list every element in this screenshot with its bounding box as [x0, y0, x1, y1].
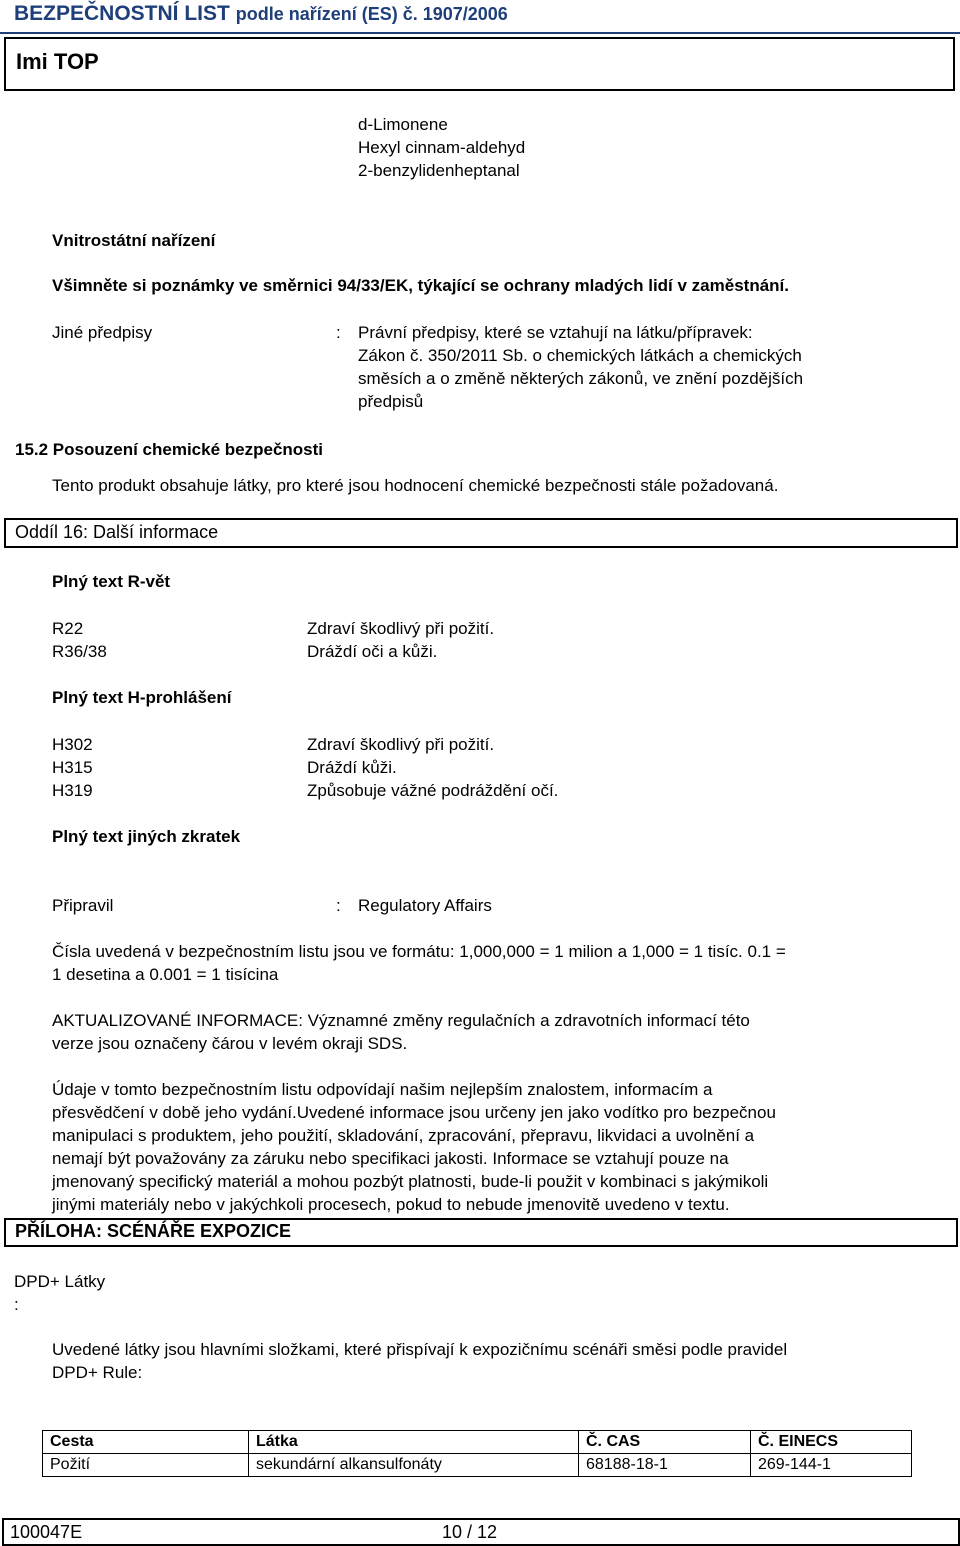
h-statement-texts [307, 733, 558, 802]
other-regulations-line: předpisů [358, 392, 424, 411]
table-header-row [43, 1431, 912, 1454]
national-regulations-heading: Vnitrostátní nařízení [52, 231, 216, 250]
table-cell: Požití [43, 1454, 249, 1477]
r-phrase-texts [307, 617, 494, 663]
page-footer [2, 1518, 960, 1546]
section-16-header [4, 518, 958, 548]
table-cell: 269-144-1 [751, 1454, 912, 1477]
document-title-main: BEZPEČNOSTNÍ LIST [14, 2, 230, 25]
update-note-line: AKTUALIZOVANÉ INFORMACE: Významné změny regulačních a zdravotních informací této [52, 1011, 750, 1030]
dpd-colon: : [14, 1295, 19, 1314]
h-statement-code: H315 [52, 758, 93, 777]
disclaimer-line: nemají být považovány za záruku nebo specifikaci jakosti. Informace se vztahují pouze na [52, 1149, 729, 1168]
table-header-cell: Látka [249, 1431, 579, 1454]
substance-list [358, 113, 525, 182]
table-header-cell: Č. EINECS [751, 1431, 912, 1454]
document-title [14, 2, 508, 26]
disclaimer-line: manipulaci s produktem, jeho použití, skladování, zpracování, přepravu, likvidaci a uvolnění a [52, 1126, 755, 1145]
annex-intro [52, 1338, 932, 1384]
annex-header [4, 1218, 958, 1247]
exposure-table [42, 1430, 912, 1477]
h-statement-code: H319 [52, 781, 93, 800]
document-title-regulation: podle nařízení (ES) č. 1907/2006 [235, 4, 508, 24]
table-header-cell: Č. CAS [579, 1431, 751, 1454]
prepared-by-colon: : [336, 896, 341, 915]
other-regulations-line: Zákon č. 350/2011 Sb. o chemických látkách a chemických [358, 346, 802, 365]
table-cell: sekundární alkansulfonáty [249, 1454, 579, 1477]
disclaimer [52, 1078, 932, 1216]
header-rule [0, 32, 960, 34]
number-format-note [52, 940, 932, 986]
substance-item: Hexyl cinnam-aldehyd [358, 138, 526, 157]
r-phrase-code: R36/38 [52, 642, 107, 661]
disclaimer-line: přesvědčení v době jeho vydání.Uvedené informace jsou určeny jen jako vodítko pro bezpečnou [52, 1103, 776, 1122]
disclaimer-line: jmenovaný specifický materiál a mohou pozbýt platnosti, bude-li použit v kombinaci s jakýmikoli [52, 1172, 769, 1191]
h-statement-text: Dráždí kůži. [307, 758, 397, 777]
table-row [43, 1454, 912, 1477]
prepared-by-label: Připravil [52, 896, 114, 915]
h-statement-text: Způsobuje vážné podráždění očí. [307, 781, 559, 800]
prepared-by-value: Regulatory Affairs [358, 896, 492, 915]
table-cell: 68188-18-1 [579, 1454, 751, 1477]
annex-intro-line: DPD+ Rule: [52, 1363, 143, 1382]
table-header-cell: Cesta [43, 1431, 249, 1454]
other-regulations-label: Jiné předpisy [52, 323, 153, 342]
h-statements-heading: Plný text H-prohlášení [52, 688, 232, 707]
chemical-safety-assessment-heading: 15.2 Posouzení chemické bezpečnosti [15, 440, 324, 459]
annex-intro-line: Uvedené látky jsou hlavními složkami, které přispívají k expozičnímu scénáři směsi podle pravidel [52, 1340, 788, 1359]
disclaimer-line: jinými materiály nebo v jakýchkoli procesech, pokud to nebude jmenovitě uvedeno v textu. [52, 1195, 730, 1214]
page-number: 10 / 12 [442, 1522, 498, 1542]
h-statement-codes [52, 733, 93, 802]
r-phrase-codes [52, 617, 107, 663]
other-regulations-line: směsích a o změně některých zákonů, ve znění pozdějších [358, 369, 804, 388]
other-regulations-line: Právní předpisy, které se vztahují na látku/přípravek: [358, 323, 753, 342]
national-regulations-note: Všimněte si poznámky ve směrnici 94/33/EK, týkající se ochrany mladých lidí v zaměstnání. [52, 276, 789, 295]
r-phrase-text: Dráždí oči a kůži. [307, 642, 438, 661]
update-note-line: verze jsou označeny čárou v levém okraji SDS. [52, 1034, 408, 1053]
section-16-title: Oddíl 16: Další informace [15, 522, 219, 542]
product-name-box [4, 37, 955, 91]
document-code: 100047E [10, 1522, 83, 1542]
other-regulations-colon: : [336, 323, 341, 342]
disclaimer-line: Údaje v tomto bezpečnostním listu odpovídají našim nejlepším znalostem, informacím a [52, 1080, 713, 1099]
product-name: Imi TOP [16, 49, 99, 74]
h-statement-text: Zdraví škodlivý při požití. [307, 735, 495, 754]
chemical-safety-assessment-text: Tento produkt obsahuje látky, pro které jsou hodnocení chemické bezpečnosti stále požadovaná. [52, 476, 779, 495]
update-note [52, 1009, 932, 1055]
abbreviations-heading: Plný text jiných zkratek [52, 827, 241, 846]
dpd-label: DPD+ Látky [14, 1272, 106, 1291]
number-format-line: 1 desetina a 0.001 = 1 tisícina [52, 965, 279, 984]
substance-item: d-Limonene [358, 115, 448, 134]
r-phrases-heading: Plný text R-vět [52, 572, 171, 591]
r-phrase-text: Zdraví škodlivý při požití. [307, 619, 495, 638]
r-phrase-code: R22 [52, 619, 84, 638]
substance-item: 2-benzylidenheptanal [358, 161, 520, 180]
other-regulations-text [358, 321, 803, 413]
annex-title: PŘÍLOHA: SCÉNÁŘE EXPOZICE [15, 1221, 292, 1241]
h-statement-code: H302 [52, 735, 93, 754]
number-format-line: Čísla uvedená v bezpečnostním listu jsou ve formátu: 1,000,000 = 1 milion a 1,000 = 1 tisíc. 0.1 = [52, 942, 786, 961]
